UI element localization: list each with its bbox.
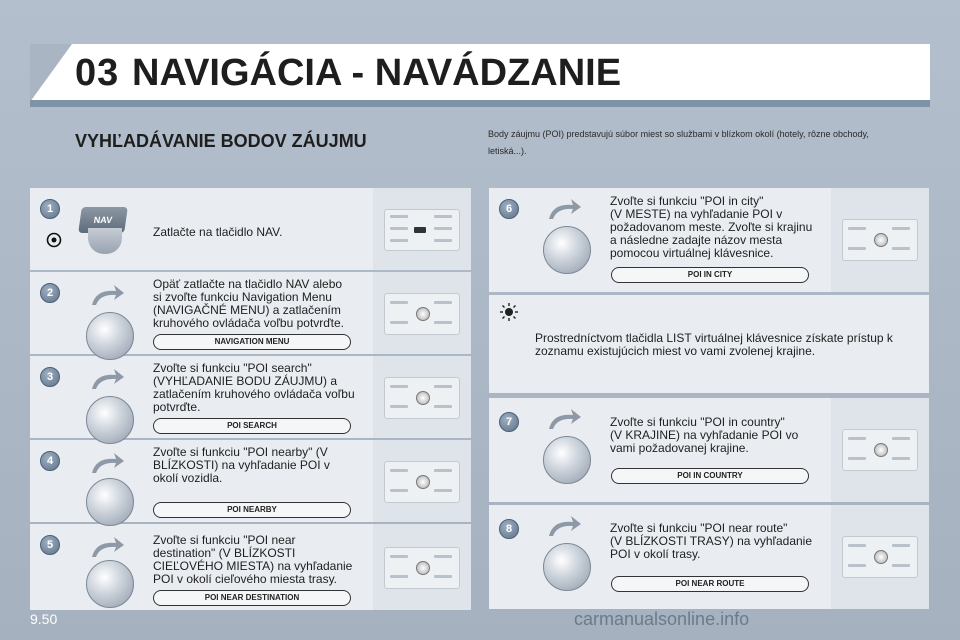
step-number-7: 7 <box>499 412 519 432</box>
radio-unit-icon <box>842 429 916 469</box>
step-5-text <box>153 534 368 586</box>
intro-text: Body záujmu (POI) predstavujú súbor miest so službami v blízkom okolí (hotely, rôzne obchody, letiská...). <box>488 129 869 156</box>
text-line: destination" (V BLÍZKOSTI <box>153 546 296 560</box>
text-line: POI v okolí trasy. <box>610 547 701 561</box>
radio-unit-icon <box>384 377 458 417</box>
text-line: kruhového ovládača voľbu potvrďte. <box>153 316 344 330</box>
rotate-arrow-icon <box>88 367 126 391</box>
menu-label-poi-in-city: POI IN CITY <box>611 267 809 283</box>
rotate-arrow-icon <box>545 197 583 221</box>
text-line: (NAVIGAČNÉ MENU) a zatlačením <box>153 303 341 317</box>
text-line: Zvoľte si funkciu "POI search" <box>153 361 312 375</box>
step-2-text <box>153 278 368 330</box>
rotary-knob-icon <box>86 312 134 360</box>
target-icon <box>46 232 62 248</box>
text-line: (VYHĽADANIE BODU ZÁUJMU) a <box>153 374 338 388</box>
page-number: 9.50 <box>30 611 58 627</box>
step-8-text <box>610 522 830 561</box>
text-line: zatlačením kruhového ovládača voľbu <box>153 387 355 401</box>
rotate-arrow-icon <box>545 514 583 538</box>
step-number-8: 8 <box>499 519 519 539</box>
text-line: POI v okolí cieľového miesta trasy. <box>153 572 338 586</box>
text-line: (V BLÍZKOSTI TRASY) na vyhľadanie <box>610 534 813 548</box>
menu-label-poi-in-country: POI IN COUNTRY <box>611 468 809 484</box>
rotary-knob-icon <box>543 543 591 591</box>
radio-unit-icon <box>842 219 916 259</box>
text-line: Zvoľte si funkciu "POI in city" <box>610 194 764 208</box>
chapter-number: 03 <box>75 52 120 94</box>
rotary-knob-icon <box>86 560 134 608</box>
page-title: NAVIGÁCIA - NAVÁDZANIE <box>132 52 622 94</box>
menu-label-poi-search: POI SEARCH <box>153 418 351 434</box>
step-6-text <box>610 195 830 260</box>
step-3-text <box>153 362 368 414</box>
rotary-knob-icon <box>86 396 134 444</box>
text-line: si zvoľte funkciu Navigation Menu <box>153 290 332 304</box>
text-line: Zvoľte si funkciu "POI near route" <box>610 521 788 535</box>
rotary-knob-icon <box>543 436 591 484</box>
text-line: Zvoľte si funkciu "POI in country" <box>610 415 785 429</box>
step-number-6: 6 <box>499 199 519 219</box>
header-corner <box>30 44 72 102</box>
rotate-arrow-icon <box>88 283 126 307</box>
text-line: požadovanom meste. Zvoľte si krajinu <box>610 220 813 234</box>
header-stripe <box>30 100 930 107</box>
rotate-arrow-icon <box>88 451 126 475</box>
text-line: CIEĽOVÉHO MIESTA) na vyhľadanie <box>153 559 353 573</box>
radio-unit-icon <box>842 536 916 576</box>
step-1-text: Zatlačte na tlačidlo NAV. <box>153 225 283 239</box>
step-4-text <box>153 446 368 485</box>
text-line: okolí vozidla. <box>153 471 223 485</box>
text-line: vami požadovanej krajine. <box>610 441 749 455</box>
radio-unit-icon <box>384 209 458 249</box>
text-line: Zvoľte si funkciu "POI nearby" (V <box>153 445 328 459</box>
text-line: potvrďte. <box>153 400 201 414</box>
step-7-text <box>610 416 830 455</box>
rotary-knob-icon <box>543 226 591 274</box>
menu-label-poi-nearby: POI NEARBY <box>153 502 351 518</box>
step-number-4: 4 <box>40 451 60 471</box>
text-line: a následne zadajte názov mesta <box>610 233 783 247</box>
step-number-2: 2 <box>40 283 60 303</box>
nav-button-icon: NAV <box>78 207 128 233</box>
rotate-arrow-icon <box>88 535 126 559</box>
lightbulb-icon <box>500 303 518 321</box>
text-line: (V KRAJINE) na vyhľadanie POI vo <box>610 428 799 442</box>
radio-unit-icon <box>384 547 458 587</box>
text-line: BLÍZKOSTI) na vyhľadanie POI v <box>153 458 330 472</box>
menu-label-poi-near-destination: POI NEAR DESTINATION <box>153 590 351 606</box>
text-line: pomocou virtuálnej klávesnice. <box>610 246 774 260</box>
section-title: VYHĽADÁVANIE BODOV ZÁUJMU <box>75 131 367 151</box>
watermark: carmanualsonline.info <box>574 609 750 629</box>
text-line: Zvoľte si funkciu "POI near <box>153 533 296 547</box>
step-number-1: 1 <box>40 199 60 219</box>
radio-unit-icon <box>384 461 458 501</box>
note-text: Prostredníctvom tlačidla LIST virtuálnej klávesnice získate prístup k zoznamu existujúcich miest vo vami zvolenej krajine. <box>535 331 893 358</box>
text-line: (V MESTE) na vyhľadanie POI v <box>610 207 783 221</box>
radio-unit-icon <box>384 293 458 333</box>
rotary-knob-icon <box>86 478 134 526</box>
step-number-3: 3 <box>40 367 60 387</box>
menu-label-poi-near-route: POI NEAR ROUTE <box>611 576 809 592</box>
menu-label-navigation-menu: NAVIGATION MENU <box>153 334 351 350</box>
rotate-arrow-icon <box>545 407 583 431</box>
step-number-5: 5 <box>40 535 60 555</box>
text-line: Opäť zatlačte na tlačidlo NAV alebo <box>153 277 343 291</box>
